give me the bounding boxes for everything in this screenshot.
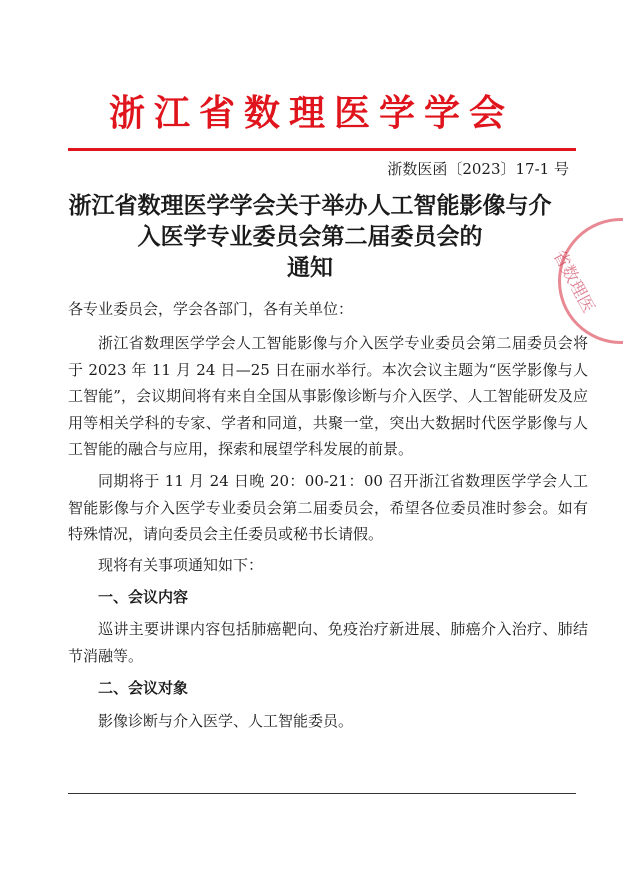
title-line-2: 入医学专业委员会第二届委员会的 [137, 223, 483, 250]
paragraph-2: 同期将于 11 月 24 日晚 20：00-21：00 召开浙江省数理医学学会人工智能影像与介入医学专业委员会第二届委员会，希望各位委员准时参会。如有特殊情况，请向委员会主任委员或秘书长请假。 [68, 472, 588, 544]
document-title [40, 190, 580, 283]
letterhead-red-rule [68, 148, 576, 151]
salutation: 各专业委员会，学会各部门，各有关单位： [68, 300, 354, 318]
title-line-1: 浙江省数理医学学会关于举办人工智能影像与介 [68, 192, 552, 219]
section-1-heading: 一、会议内容 [98, 588, 189, 607]
document-body [68, 296, 588, 734]
document-number: 浙数医函〔2023〕17-1 号 [387, 160, 569, 178]
org-letterhead: 浙江省数理医学学会 [108, 93, 514, 134]
section-2-text: 影像诊断与介入医学、人工智能委员。 [98, 711, 354, 730]
paragraph-3: 现将有关事项通知如下： [98, 555, 264, 574]
section-1-text: 巡讲主要讲课内容包括肺癌靶向、免疫治疗新进展、肺癌介入治疗、肺结节消融等。 [68, 620, 588, 665]
bottom-rule [68, 793, 576, 794]
paragraph-1: 浙江省数理医学学会人工智能影像与介入医学专业委员会第二届委员会将于 2023 年 11 月 24 日—25 日在丽水举行。本次会议主题为“医学影像与人工智能”，会议期间将有来自全国从事影像诊断与介入医学、人工智能研发及应用等相关学科的专家、学者和同道，共聚一堂，突出大数据时代医学影像与人工智能的融合与应用，探索和展望学科发展的前景。 [68, 334, 588, 459]
title-line-3: 通知 [287, 254, 333, 281]
seal-text: 省数理医 [548, 246, 599, 317]
section-2-heading: 二、会议对象 [98, 679, 189, 698]
